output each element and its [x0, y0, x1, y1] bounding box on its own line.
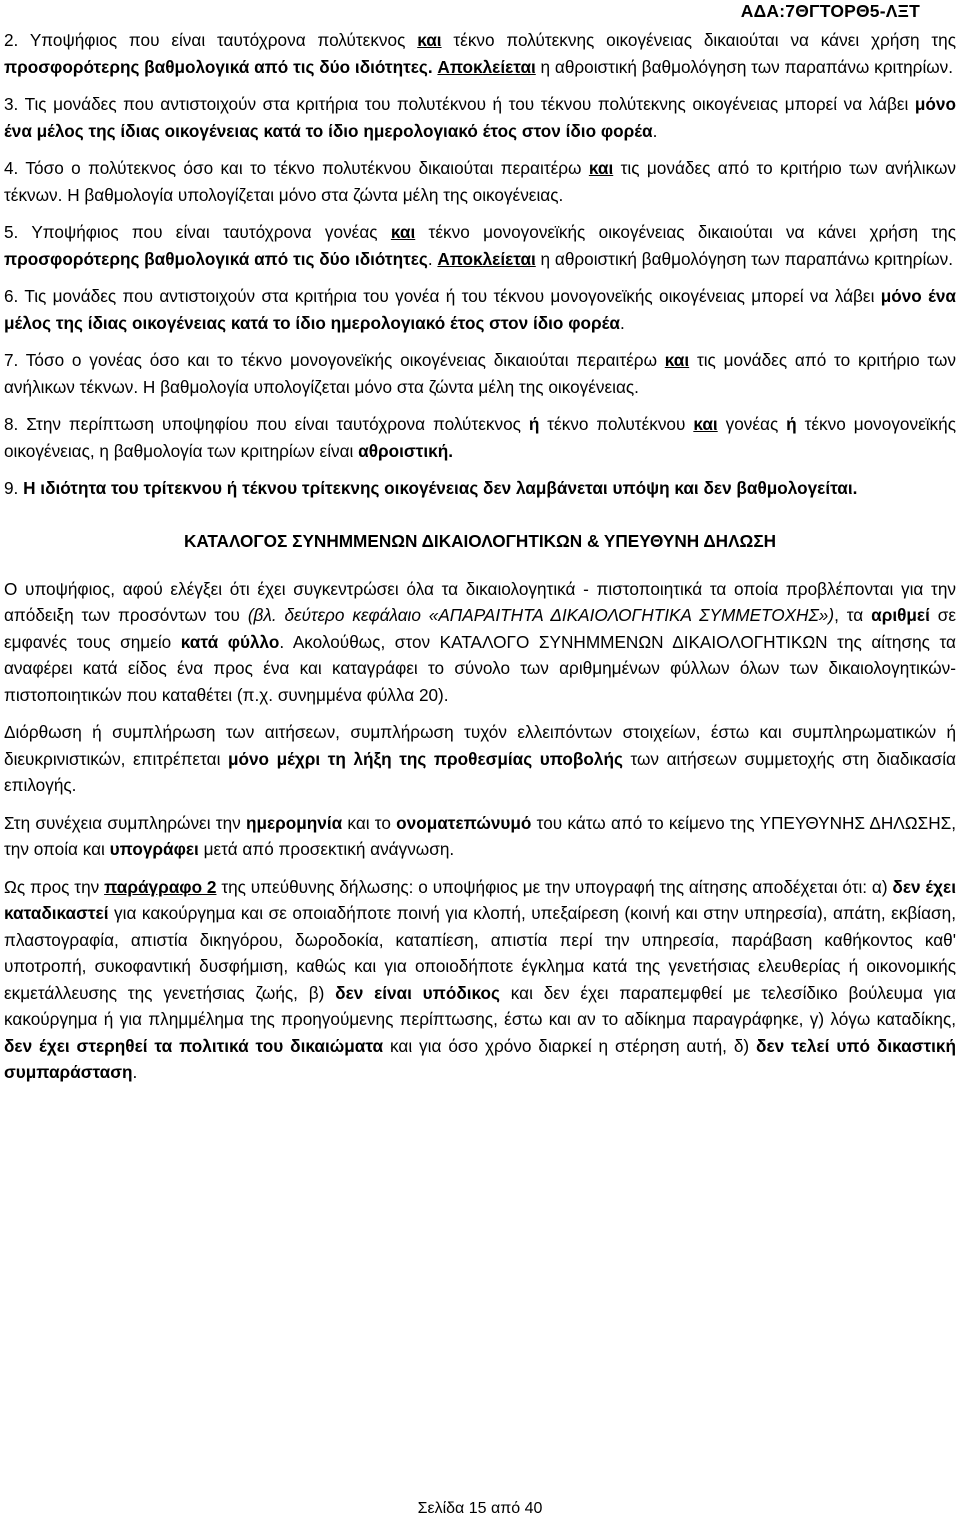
- paragraph-5: 5. Υποψήφιος που είναι ταυτόχρονα γονέας και τέκνο μονογονεϊκής οικογένειας δικαιούται να κάνει χρήση της προσφορότερης βαθμολογικά από τις δύο ιδιότητες. Αποκλείεται η αθροιστική βαθμολόγηση των παραπάνω κριτηρίων.: [4, 222, 956, 269]
- paragraph-declaration: Ως προς την παράγραφο 2 της υπεύθυνης δήλωσης: ο υποψήφιος με την υπογραφή της αίτησης αποδέχεται ότι: α) δεν έχει καταδικαστεί για κακούργημα και σε οποιαδήποτε ποινή για κλοπή, υπεξαίρεση (κοινή και στην υπηρεσία), απάτη, εκβίαση, πλαστογραφία, απιστία δικηγόρου, δωροδοκία, καταπίεση, απιστία περί την υπηρεσία, παράβαση καθήκοντος καθ' υποτροπή, συκοφαντική δυσφήμιση, καθώς και για οποιοδήποτε έγκλημα κατά της γενετήσιας ελευθερίας ή οικονομικής εκμετάλλευσης της γενετήσιας ζωής, β) δεν είναι υπόδικος και δεν έχει παραπεμφθεί με τελεσίδικο βούλευμα για κακούργημα ή για πλημμέλημα της προηγούμενης περίπτωσης, έστω και αν το αδίκημα παραγράφηκε, γ) λόγω καταδίκης, δεν έχει στερηθεί τα πολιτικά του δικαιώματα και για όσο χρόνο διαρκεί η στέρηση αυτή, δ) δεν τελεί υπό δικαστική συμπαράσταση.: [4, 876, 956, 1082]
- paragraph-8: 8. Στην περίπτωση υποψηφίου που είναι ταυτόχρονα πολύτεκνος ή τέκνο πολυτέκνου και γονέας ή τέκνο μονογονεϊκής οικογένειας, η βαθμολογία των κριτηρίων είναι αθροιστική.: [4, 414, 956, 461]
- document-body: [4, 27, 956, 1097]
- paragraph-4: 4. Τόσο ο πολύτεκνος όσο και το τέκνο πολυτέκνου δικαιούται περαιτέρω και τις μονάδες από το κριτήριο των ανήλικων τέκνων. Η βαθμολογία υπολογίζεται μόνο στα ζώντα μέλη της οικογένειας.: [4, 158, 956, 205]
- paragraph-3: 3. Τις μονάδες που αντιστοιχούν στα κριτήρια του πολυτέκνου ή του τέκνου πολύτεκνης οικογένειας μπορεί να λάβει μόνο ένα μέλος της ίδιας οικογένειας κατά το ίδιο ημερολογιακό έτος στον ίδιο φορέα.: [4, 94, 956, 141]
- paragraph-9: 9. Η ιδιότητα του τρίτεκνου ή τέκνου τρίτεκνης οικογένειας δεν λαμβάνεται υπόψη και δεν βαθμολογείται.: [4, 478, 858, 498]
- paragraph-signature: Στη συνέχεια συμπληρώνει την ημερομηνία και το ονοματεπώνυμό του κάτω από το κείμενο της ΥΠΕΥΘΥΝΗΣ ΔΗΛΩΣΗΣ, την οποία και υπογράφει μετά από προσεκτική ανάγνωση.: [4, 812, 957, 859]
- paragraph-2: 2. Υποψήφιος που είναι ταυτόχρονα πολύτεκνος και τέκνο πολύτεκνης οικογένειας δικαιούται να κάνει χρήση της προσφορότερης βαθμολογικά από τις δύο ιδιότητες. Αποκλείεται η αθροιστική βαθμολόγηση των παραπάνω κριτηρίων.: [4, 30, 956, 77]
- document-code: ΑΔΑ:7ΘΓΤΟΡΘ5-ΛΞΤ: [740, 1, 920, 21]
- paragraph-catalog: Ο υποψήφιος, αφού ελέγξει ότι έχει συγκεντρώσει όλα τα δικαιολογητικά - πιστοποιητικά τα οποία προβλέπονται για την απόδειξη των προσόντων του (βλ. δεύτερο κεφάλαιο «ΑΠΑΡΑΙΤΗΤΑ ΔΙΚΑΙΟΛΟΓΗΤΙΚΑ ΣΥΜΜΕΤΟΧΗΣ»), τα αριθμεί σε εμφανές τους σημείο κατά φύλλο. Ακολούθως, στον ΚΑΤΑΛΟΓΟ ΣΥΝΗΜΜΕΝΩΝ ΔΙΚΑΙΟΛΟΓΗΤΙΚΩΝ της αίτησης τα αναφέρει κατά είδος ένα προς ένα και καταγράφει το σύνολο των αριθμημένων φύλλων όλων των δικαιολογητικών-πιστοποιητικών που καταθέτει (π.χ. συνημμένα φύλλα 20).: [4, 578, 957, 705]
- paragraph-6: 6. Τις μονάδες που αντιστοιχούν στα κριτήρια του γονέα ή του τέκνου μονογονεϊκής οικογένειας μπορεί να λάβει μόνο ένα μέλος της ίδιας οικογένειας κατά το ίδιο ημερολογιακό έτος στον ίδιο φορέα.: [4, 286, 956, 333]
- paragraph-7: 7. Τόσο ο γονέας όσο και το τέκνο μονογονεϊκής οικογένειας δικαιούται περαιτέρω και τις μονάδες από το κριτήριο των ανήλικων τέκνων. Η βαθμολογία υπολογίζεται μόνο στα ζώντα μέλη της οικογένειας.: [4, 350, 956, 397]
- section-heading: ΚΑΤΑΛΟΓΟΣ ΣΥΝΗΜΜΕΝΩΝ ΔΙΚΑΙΟΛΟΓΗΤΙΚΩΝ & ΥΠΕΥΘΥΝΗ ΔΗΛΩΣΗ: [183, 530, 777, 551]
- paragraph-correction: Διόρθωση ή συμπλήρωση των αιτήσεων, συμπλήρωση τυχόν ελλειπόντων στοιχείων, έστω και συμπληρωματικών ή διευκρινιστικών, επιτρέπεται μόνο μέχρι τη λήξη της προθεσμίας υποβολής των αιτήσεων συμμετοχής στη διαδικασία επιλογής.: [4, 722, 956, 795]
- page-number: Σελίδα 15 από 40: [417, 1500, 543, 1517]
